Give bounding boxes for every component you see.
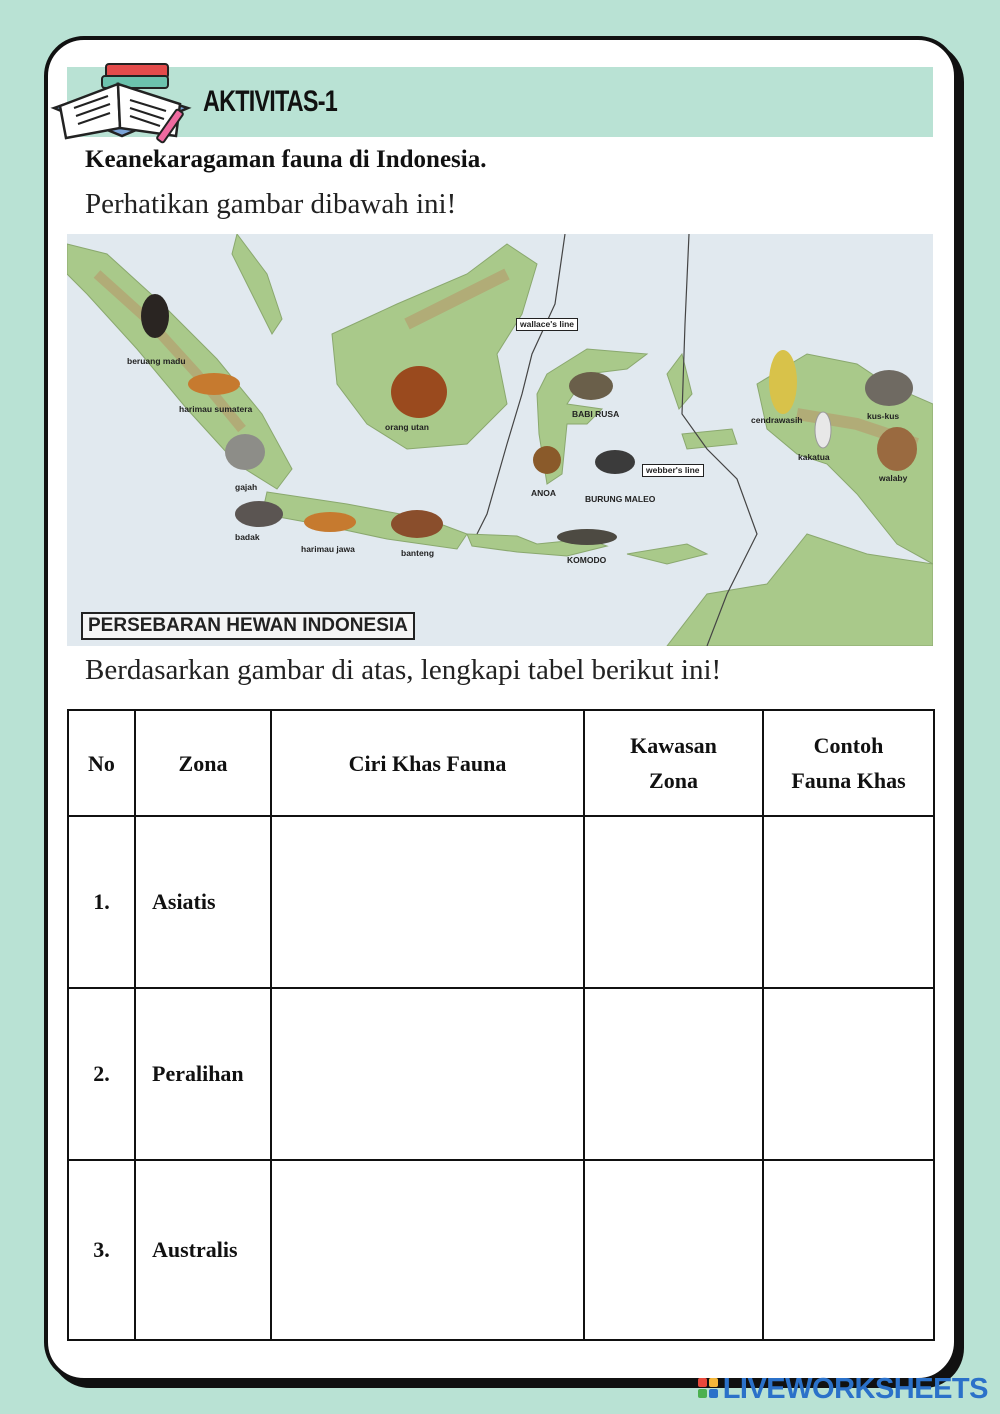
activity-title: AKTIVITAS-1 xyxy=(203,85,338,118)
label-kus-kus: kus-kus xyxy=(867,411,900,421)
label-beruang-madu: beruang madu xyxy=(127,356,186,366)
row-zona: Australis xyxy=(135,1160,271,1340)
cockatoo-figure xyxy=(815,412,831,448)
label-babi-rusa: BABI RUSA xyxy=(572,409,620,419)
fauna-distribution-map xyxy=(67,234,933,646)
header-contoh-fauna-khas xyxy=(763,710,934,816)
fauna-zone-table xyxy=(67,709,935,1341)
map-illustration xyxy=(67,234,933,646)
anoa-figure xyxy=(533,446,561,474)
banteng-figure xyxy=(391,510,443,538)
answer-cell-contoh[interactable] xyxy=(763,988,934,1160)
orangutan-figure xyxy=(391,366,447,418)
label-komodo: KOMODO xyxy=(567,555,607,565)
watermark xyxy=(698,1374,988,1404)
header-ciri-khas-fauna: Ciri Khas Fauna xyxy=(271,710,584,816)
label-gajah: gajah xyxy=(235,482,258,492)
label-walaby: walaby xyxy=(879,473,908,483)
label-harimau-jawa: harimau jawa xyxy=(301,544,355,554)
bird-of-paradise-figure xyxy=(769,350,797,414)
row-number: 1. xyxy=(68,816,135,988)
sun-bear-figure xyxy=(141,294,169,338)
header-zona: Zona xyxy=(135,710,271,816)
sumatran-tiger-figure xyxy=(188,373,240,395)
label-anoa: ANOA xyxy=(531,488,557,498)
table-prompt: Berdasarkan gambar di atas, lengkapi tabel berikut ini! xyxy=(85,654,722,686)
webber-line-label: webber's line xyxy=(642,464,704,477)
label-harimau-sumatera: harimau sumatera xyxy=(179,404,253,414)
answer-cell-contoh[interactable] xyxy=(763,816,934,988)
header-no: No xyxy=(68,710,135,816)
table-row xyxy=(68,1160,934,1340)
section-subtitle: Keanekaragaman fauna di Indonesia. xyxy=(85,146,487,173)
watermark-text: LIVEWORKSHEETS xyxy=(722,1372,988,1405)
liveworksheets-logo-icon xyxy=(698,1378,720,1400)
instruction-text: Perhatikan gambar dibawah ini! xyxy=(85,188,457,220)
komodo-figure xyxy=(557,529,617,545)
label-banteng: banteng xyxy=(401,548,435,558)
answer-cell-kawasan[interactable] xyxy=(584,988,763,1160)
table-row xyxy=(68,816,934,988)
answer-cell-ciri[interactable] xyxy=(271,988,584,1160)
header-contoh-line1: Contoh xyxy=(813,733,884,758)
header-contoh-line2: Fauna Khas xyxy=(791,768,906,793)
header-kawasan-line2: Zona xyxy=(649,768,698,793)
label-badak: badak xyxy=(235,532,260,542)
babirusa-figure xyxy=(569,372,613,400)
label-kakatua: kakatua xyxy=(798,452,830,462)
header-kawasan-line1: Kawasan xyxy=(630,733,717,758)
wallace-line-label: wallace's line xyxy=(516,318,578,331)
label-orang-utan: orang utan xyxy=(385,422,429,432)
row-zona: Asiatis xyxy=(135,816,271,988)
answer-cell-kawasan[interactable] xyxy=(584,1160,763,1340)
header-kawasan-zona xyxy=(584,710,763,816)
wallaby-figure xyxy=(877,427,917,471)
map-caption: PERSEBARAN HEWAN INDONESIA xyxy=(81,612,415,640)
table-row xyxy=(68,988,934,1160)
label-burung-maleo: BURUNG MALEO xyxy=(585,494,656,504)
cuscus-figure xyxy=(865,370,913,406)
answer-cell-ciri[interactable] xyxy=(271,1160,584,1340)
javan-tiger-figure xyxy=(304,512,356,532)
open-book-icon xyxy=(48,56,198,152)
answer-cell-kawasan[interactable] xyxy=(584,816,763,988)
label-cendrawasih: cendrawasih xyxy=(751,415,803,425)
answer-cell-ciri[interactable] xyxy=(271,816,584,988)
row-zona: Peralihan xyxy=(135,988,271,1160)
maleo-figure xyxy=(595,450,635,474)
row-number: 3. xyxy=(68,1160,135,1340)
elephant-figure xyxy=(225,434,265,470)
row-number: 2. xyxy=(68,988,135,1160)
rhino-figure xyxy=(235,501,283,527)
answer-cell-contoh[interactable] xyxy=(763,1160,934,1340)
table-header-row xyxy=(68,710,934,816)
